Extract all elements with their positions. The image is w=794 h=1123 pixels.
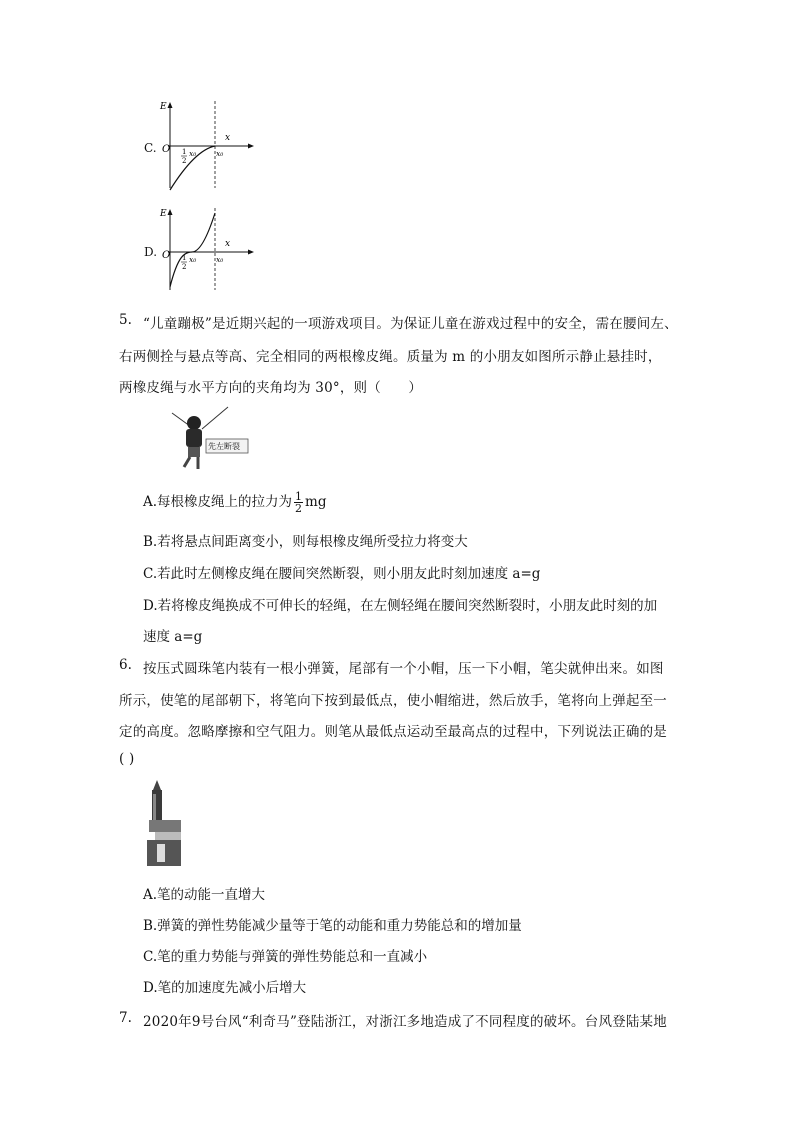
q6-option-b[interactable]: B.弹簧的弹性势能减少量等于笔的动能和重力势能总和的增加量: [143, 918, 522, 934]
graph-c-label: C.: [144, 141, 157, 155]
q5-number: 5.: [119, 312, 132, 328]
q5-option-c[interactable]: C.若此时左侧橡皮绳在腰间突然断裂，则小朋友此时刻加速度 a=g: [143, 566, 541, 582]
q6-stem-line-1: 按压式圆珠笔内装有一根小弹簧，尾部有一个小帽，压一下小帽，笔尖就伸出来。如图: [143, 661, 664, 677]
graph-c-half-x0: x₀: [189, 149, 197, 158]
q7-stem-line-1: 2020年9号台风“利奇马”登陆浙江，对浙江多地造成了不同程度的破坏。台风登陆某地: [143, 1014, 667, 1030]
q6-stem-line-4: ( ): [119, 751, 135, 767]
q6-stem-line-2: 所示，使笔的尾部朝下，将笔向下按到最低点，使小帽缩进，然后放手，笔将向上弹起至一: [119, 693, 667, 709]
graph-d-label: D.: [144, 245, 158, 259]
q5-figure-tag: 先左断裂: [208, 442, 240, 451]
graph-c-half-num: 1: [182, 148, 187, 156]
graph-d-half-num: 1: [182, 254, 187, 262]
q5-option-a-prefix: A.每根橡皮绳上的拉力为: [143, 494, 293, 510]
q5-figure: [168, 403, 253, 473]
q5-stem-line-3: 两橡皮绳与水平方向的夹角均为 30°，则（ ）: [119, 380, 423, 396]
q6-option-a[interactable]: A.笔的动能一直增大: [143, 887, 266, 903]
q5-option-d-line-2[interactable]: 速度 a=g: [143, 629, 203, 645]
q6-number: 6.: [119, 657, 132, 673]
q5-option-d-line-1[interactable]: D.若将橡皮绳换成不可伸长的轻绳，在左侧轻绳在腰间突然断裂时，小朋友此时刻的加: [143, 598, 658, 614]
q5-option-b[interactable]: B.若将悬点间距离变小，则每根橡皮绳所受拉力将变大: [143, 534, 468, 550]
graph-c-y-label: E: [160, 102, 167, 112]
graph-c-half-den: 2: [182, 157, 187, 165]
q6-figure: [143, 780, 185, 868]
q5-option-a-fraction: $\frac{1}{2}$: [295, 490, 303, 515]
q5-stem-line-2: 右两侧拴与悬点等高、完全相同的两根橡皮绳。质量为 m 的小朋友如图所示静止悬挂时，: [119, 349, 662, 365]
q6-option-c[interactable]: C.笔的重力势能与弹簧的弹性势能总和一直减小: [143, 949, 428, 965]
graph-d-half-x0: x₀: [189, 255, 197, 264]
q6-stem-line-3: 定的高度。忽略摩擦和空气阻力。则笔从最低点运动至最高点的过程中，下列说法正确的是: [119, 724, 667, 740]
graph-c: [140, 98, 260, 193]
graph-d-origin: O: [162, 250, 171, 261]
graph-d-x0: x₀: [216, 255, 224, 264]
q7-number: 7.: [119, 1010, 132, 1026]
graph-c-x-label: x: [225, 133, 231, 143]
graph-d: [140, 205, 260, 295]
q5-option-a-suffix: mg: [305, 494, 327, 510]
graph-d-plot: [140, 205, 260, 295]
q5-option-a[interactable]: [143, 490, 327, 514]
graph-d-y-label: E: [160, 209, 167, 219]
graph-c-x0: x₀: [216, 149, 224, 158]
q6-option-d[interactable]: D.笔的加速度先减小后增大: [143, 980, 307, 996]
graph-d-half-den: 2: [182, 263, 187, 271]
q5-stem-line-1: “儿童蹦极”是近期兴起的一项游戏项目。为保证儿童在游戏过程中的安全，需在腰间左、: [143, 316, 678, 332]
graph-d-x-label: x: [225, 239, 231, 249]
graph-c-plot: [140, 98, 260, 193]
graph-c-origin: O: [162, 144, 171, 155]
